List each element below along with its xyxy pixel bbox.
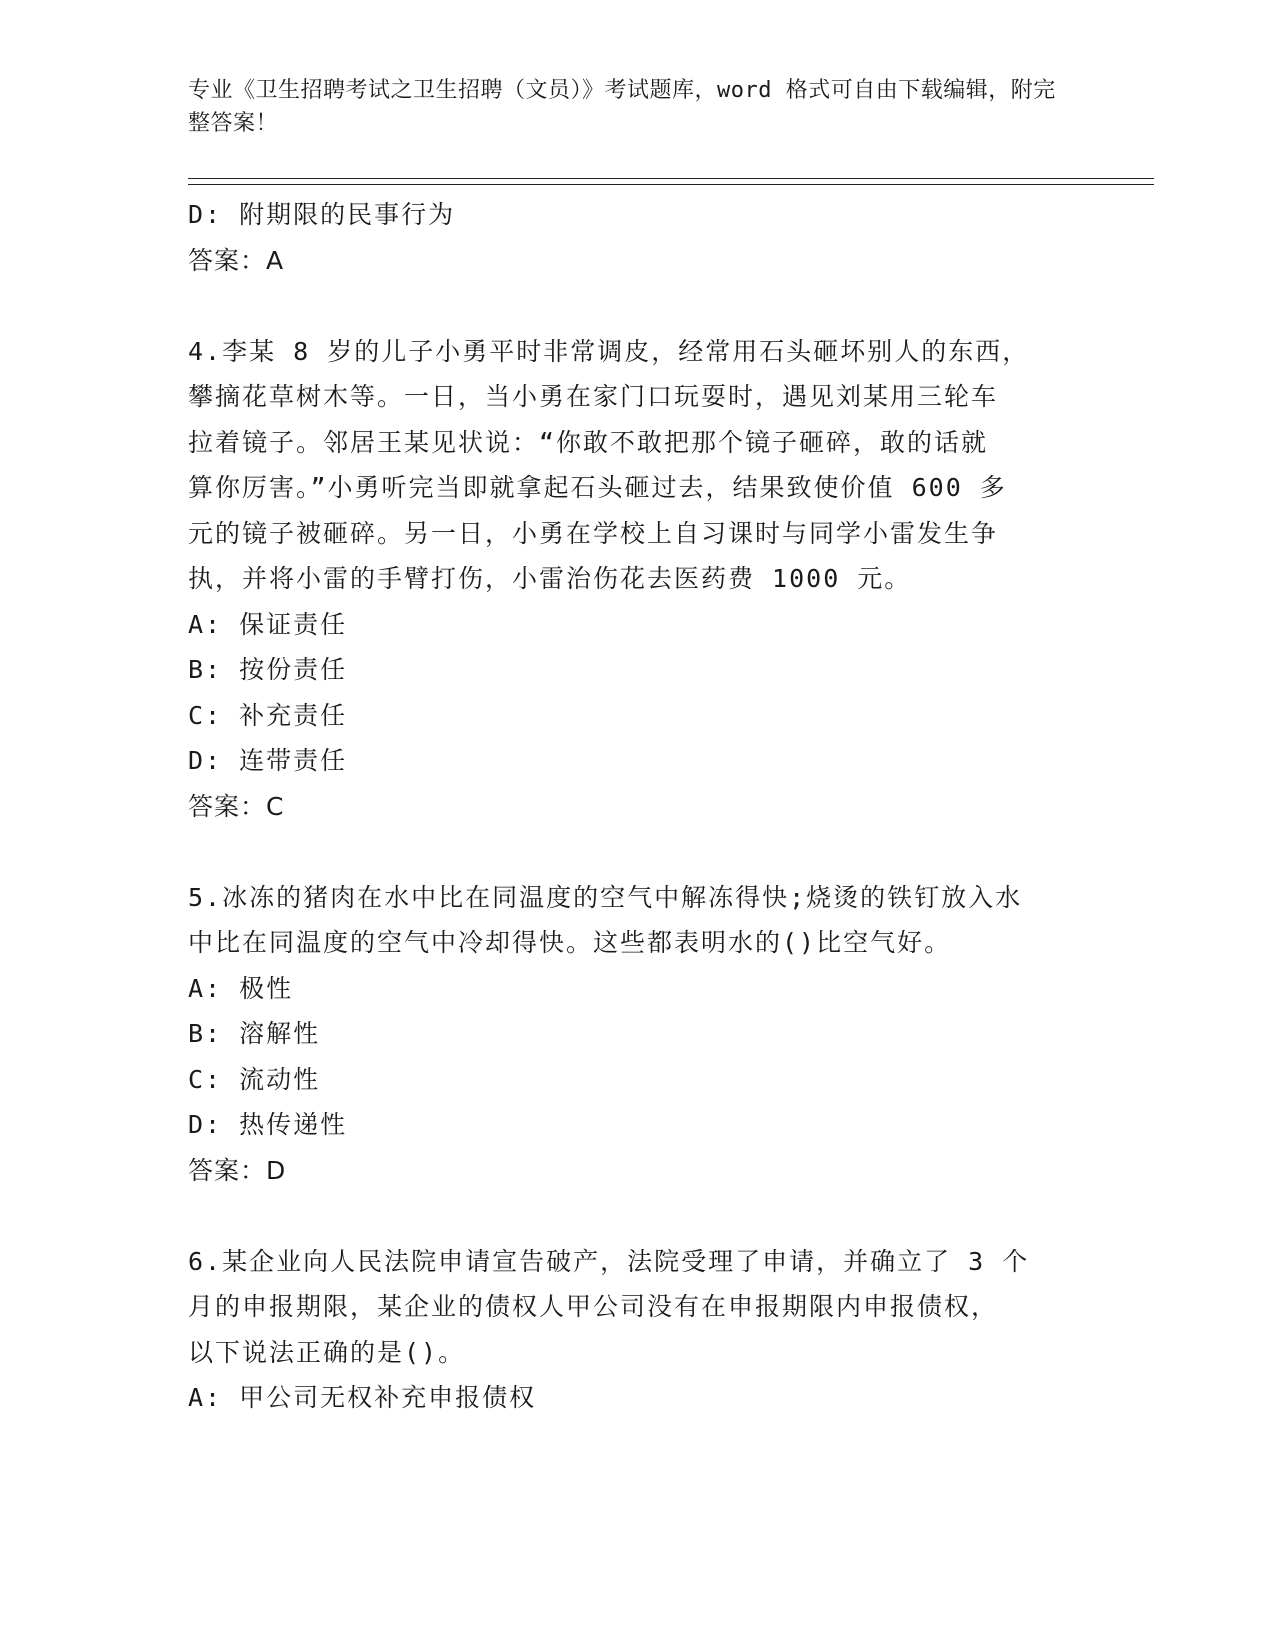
spacer [188, 829, 1068, 875]
q5-answer: 答案：D [188, 1155, 287, 1185]
q3-answer: 答案：A [188, 245, 285, 275]
q6-line: 以下说法正确的是()。 [188, 1337, 466, 1367]
q4-line: 元的镜子被砸碎。另一日，小勇在学校上自习课时与同学小雷发生争 [188, 518, 999, 548]
q4-option-c: C: 补充责任 [188, 700, 348, 730]
q4-option-b: B: 按份责任 [188, 655, 348, 684]
q4-question-text [188, 329, 1068, 602]
q4-option-a: A: 保证责任 [188, 609, 348, 639]
q4-option-d: D: 连带责任 [188, 746, 348, 775]
q5-option-b: B: 溶解性 [188, 1019, 321, 1048]
q6-option-a: A: 甲公司无权补充申报债权 [188, 1383, 537, 1412]
q4-line: 攀摘花草树木等。一日，当小勇在家门口玩耍时，遇见刘某用三轮车 [188, 382, 999, 411]
page-header: 专业《卫生招聘考试之卫生招聘（文员）》考试题库，word 格式可自由下载编辑，附完整答案！ [188, 78, 1056, 136]
q5-option-d: D: 热传递性 [188, 1110, 348, 1139]
q6-line: 月的申报期限，某企业的债权人甲公司没有在申报期限内申报债权， [188, 1292, 999, 1321]
q5-option-c: C: 流动性 [188, 1064, 321, 1094]
header-divider-second [188, 184, 1154, 185]
q5-question-text [188, 875, 1068, 966]
q4-answer: 答案：C [188, 791, 285, 821]
q5-line: 中比在同温度的空气中冷却得快。这些都表明水的()比空气好。 [188, 928, 952, 957]
q3-option-d: D: 附期限的民事行为 [188, 200, 456, 229]
spacer [188, 283, 1068, 329]
question-content [188, 192, 1068, 1421]
q6-line: 6.某企业向人民法院申请宣告破产，法院受理了申请，并确立了 3 个 [188, 1246, 1030, 1276]
q4-line: 执，并将小雷的手臂打伤，小雷治伤花去医药费 1000 元。 [188, 564, 912, 593]
q6-question-text [188, 1239, 1068, 1376]
header-divider [188, 178, 1154, 179]
q4-line: 4.李某 8 岁的儿子小勇平时非常调皮，经常用石头砸坏别人的东西， [188, 336, 1030, 366]
q5-option-a: A: 极性 [188, 973, 294, 1003]
q5-line: 5.冰冻的猪肉在水中比在同温度的空气中解冻得快;烧烫的铁钉放入水 [188, 882, 1023, 912]
q4-line: 算你厉害。”小勇听完当即就拿起石头砸过去，结果致使价值 600 多 [188, 473, 1007, 502]
q4-line: 拉着镜子。邻居王某见状说：“你敢不敢把那个镜子砸碎，敢的话就 [188, 427, 989, 457]
spacer [188, 1193, 1068, 1239]
